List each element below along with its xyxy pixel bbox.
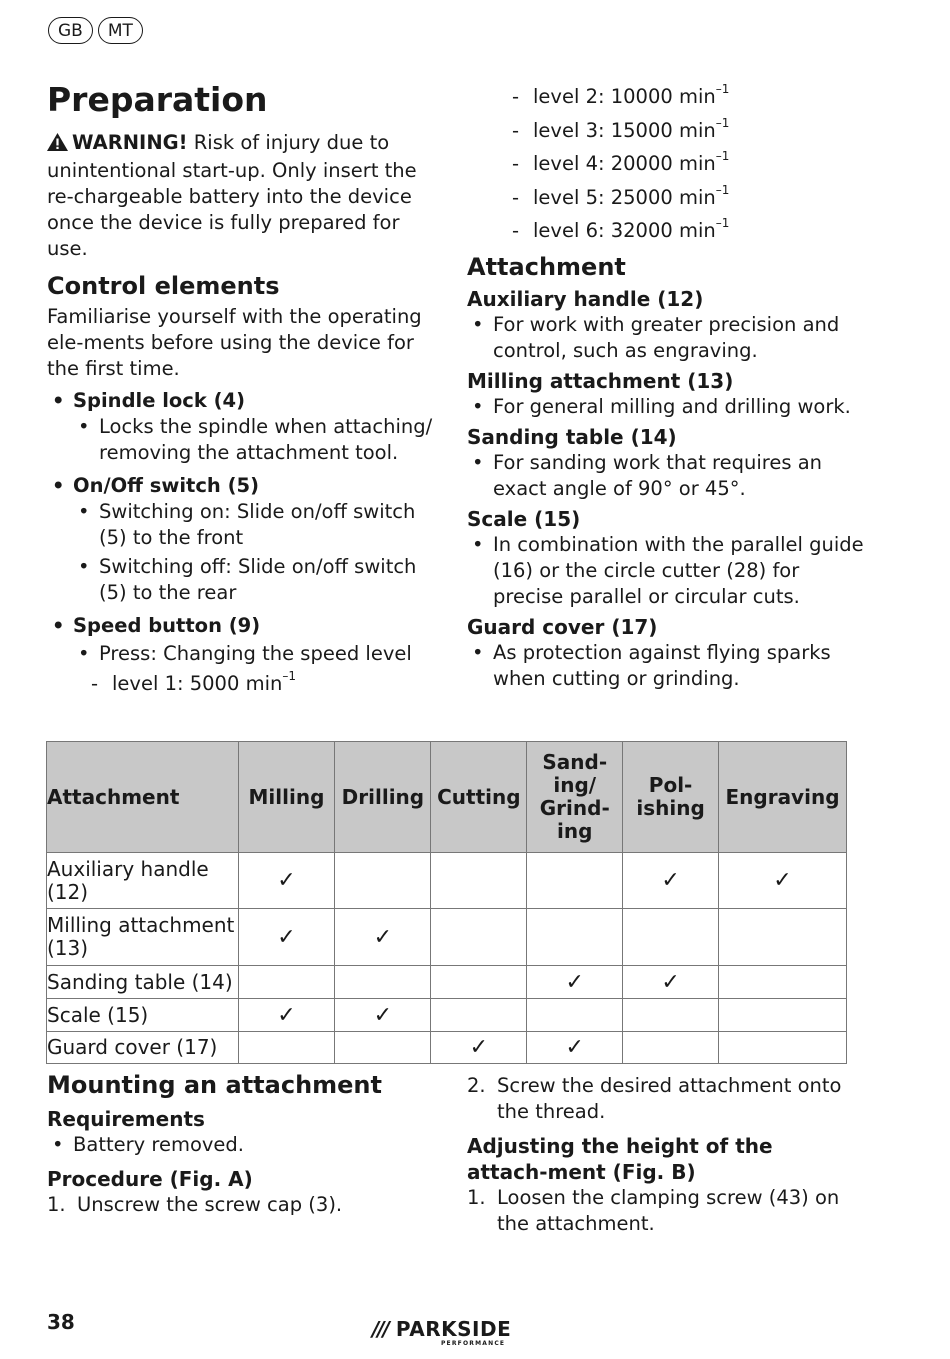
logo-slashes-icon: /// (372, 1317, 388, 1341)
speed-levels-left (91, 671, 437, 697)
table-cell: ✓ (623, 966, 719, 999)
control-elements-heading: Control elements (47, 272, 280, 300)
table-cell: ✓ (719, 853, 847, 909)
table-cell (719, 999, 847, 1032)
control-elements-intro: Familiarise yourself with the operating ele-ments before using the device for the first time. (47, 305, 422, 380)
procedure-step-1: 1. Unscrew the screw cap (3). (47, 1193, 343, 1216)
sanding-heading: Sanding table (14) (467, 424, 677, 449)
table-cell: ✓ (238, 853, 335, 909)
aux-handle-list (467, 312, 867, 364)
table-cell (527, 909, 623, 966)
speed-level-item: - level 5: 25000 $\min^{-1}$ (512, 185, 867, 211)
table-cell: ✓ (431, 1032, 527, 1064)
adjust-step-1: 1. Loosen the clamping screw (43) on the attachment. (467, 1186, 840, 1235)
page-number: 38 (47, 1310, 75, 1334)
table-cell (431, 909, 527, 966)
table-cell (431, 853, 527, 909)
table-cell (719, 966, 847, 999)
requirements-heading: Requirements (47, 1107, 205, 1131)
table-cell (238, 1032, 335, 1064)
speed-level-item: - level 1: 5000 $\min^{-1}$ (91, 671, 437, 697)
guard-desc: • As protection against flying sparks when cutting or grinding. (467, 640, 867, 692)
table-cell: ✓ (623, 853, 719, 909)
speed-level-item: - level 2: 10000 $\min^{-1}$ (512, 84, 867, 110)
requirement-item: • Battery removed. (47, 1132, 437, 1158)
parkside-logo (372, 1318, 511, 1347)
speed-levels-right (512, 84, 867, 244)
aux-handle-desc: • For work with greater precision and control, such as engraving. (467, 312, 867, 364)
badge-mt: MT (98, 17, 143, 44)
scale-desc: • In combination with the parallel guide (16) or the circle cutter (28) for precise parallel or circular cuts. (467, 532, 867, 610)
table-cell: ✓ (527, 1032, 623, 1064)
onoff-off-desc: • Switching off: Slide on/off switch (5) to the rear (73, 554, 437, 606)
table-cell (527, 999, 623, 1032)
row-label: Guard cover (17) (47, 1032, 239, 1064)
table-header: Pol- ishing (623, 742, 719, 853)
mounting-heading: Mounting an attachment (47, 1071, 382, 1099)
speed-level-item: - level 4: 20000 $\min^{-1}$ (512, 151, 867, 177)
table-cell (335, 1032, 431, 1064)
speed-button-item: • Speed button (9) (47, 613, 437, 639)
spindle-lock-desc: • Locks the spindle when attaching/ removing the attachment tool. (73, 414, 437, 466)
scale-list (467, 532, 867, 610)
table-cell (719, 1032, 847, 1064)
sanding-desc: • For sanding work that requires an exact angle of 90° or 45°. (467, 450, 867, 502)
table-header: Drilling (335, 742, 431, 853)
table-cell (719, 909, 847, 966)
table-cell: ✓ (527, 966, 623, 999)
brand-subtitle: PERFORMANCE (440, 1340, 506, 1347)
onoff-switch-item: • On/Off switch (5) (47, 473, 437, 499)
guard-list (467, 640, 867, 692)
row-label: Milling attachment (13) (47, 909, 239, 966)
procedure-heading: Procedure (Fig. A) (47, 1167, 253, 1191)
row-label: Sanding table (14) (47, 966, 239, 999)
mounting-section (47, 1070, 437, 1218)
scale-heading: Scale (15) (467, 506, 581, 531)
milling-heading: Milling attachment (13) (467, 368, 734, 393)
row-label: Scale (15) (47, 999, 239, 1032)
table-cell (527, 853, 623, 909)
table-cell (623, 909, 719, 966)
warning-paragraph (47, 130, 437, 262)
table-cell (335, 966, 431, 999)
speed-level-item: - level 3: 15000 $\min^{-1}$ (512, 118, 867, 144)
brand-name: PARKSIDE (395, 1317, 512, 1341)
table-header: Sand- ing/ Grind- ing (527, 742, 623, 853)
table-cell: ✓ (335, 909, 431, 966)
control-list (47, 388, 437, 667)
table-cell (623, 999, 719, 1032)
badge-gb: GB (48, 17, 93, 44)
table-cell: ✓ (238, 909, 335, 966)
table-row (47, 1032, 847, 1064)
table-header: Cutting (431, 742, 527, 853)
table-header-row (47, 742, 847, 853)
left-column (47, 78, 437, 697)
warning-label: WARNING! (72, 131, 188, 154)
page-title: Preparation (47, 80, 268, 119)
right-column (467, 84, 867, 692)
attachment-table (46, 741, 847, 1064)
table-cell: ✓ (238, 999, 335, 1032)
mounting-section-continued (467, 1073, 857, 1237)
table-cell (431, 966, 527, 999)
row-label: Auxiliary handle (12) (47, 853, 239, 909)
speed-level-item: - level 6: 32000 $\min^{-1}$ (512, 218, 867, 244)
guard-heading: Guard cover (17) (467, 614, 658, 639)
table-cell: ✓ (335, 999, 431, 1032)
table-cell (623, 1032, 719, 1064)
onoff-on-desc: • Switching on: Slide on/off switch (5) to the front (73, 499, 437, 551)
sanding-list (467, 450, 867, 502)
warning-text: Risk of injury due to unintentional start-up. Only insert the re-chargeable battery into the device once the device is fully prepared for use. (47, 131, 417, 260)
table-row (47, 909, 847, 966)
table-row (47, 999, 847, 1032)
table-header: Engraving (719, 742, 847, 853)
adjust-height-heading: Adjusting the height of the attach-ment (Fig. B) (467, 1134, 773, 1184)
speed-button-desc: • Press: Changing the speed level (73, 641, 437, 667)
milling-desc: • For general milling and drilling work. (467, 394, 867, 420)
table-row (47, 853, 847, 909)
language-badges (48, 17, 143, 44)
milling-list (467, 394, 867, 420)
table-cell (238, 966, 335, 999)
table-cell (431, 999, 527, 1032)
spindle-lock-item: • Spindle lock (4) (47, 388, 437, 414)
attachment-heading: Attachment (467, 252, 626, 281)
table-row (47, 966, 847, 999)
table-header: Attachment (47, 742, 239, 853)
aux-handle-heading: Auxiliary handle (12) (467, 286, 704, 311)
requirements-list (47, 1132, 437, 1158)
table-header: Milling (238, 742, 335, 853)
procedure-step-2: 2. Screw the desired attachment onto the thread. (467, 1074, 842, 1123)
warning-triangle-icon (47, 132, 68, 158)
table-cell (335, 853, 431, 909)
